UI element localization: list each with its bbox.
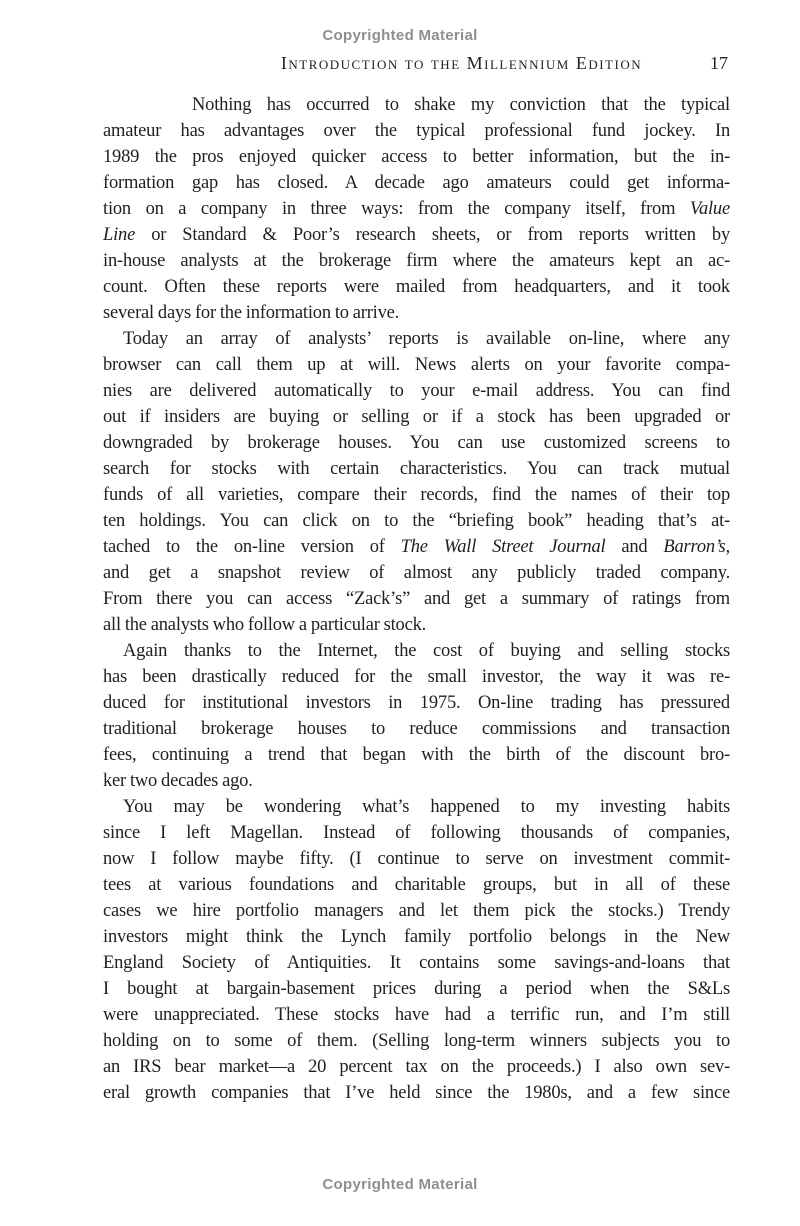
text-line: tached to the on-line version of The Wall Street Journal and Barron’s, (103, 537, 730, 557)
text-line: Nothing has occurred to shake my conviction that the typical (192, 95, 730, 115)
text-line: ker two decades ago. (103, 771, 253, 791)
text-line: tion on a company in three ways: from the company itself, from Value (103, 199, 730, 219)
text-line: several days for the information to arrive. (103, 303, 400, 323)
page-header (103, 53, 730, 74)
text-line: duced for institutional investors in 1975. On-line trading has pressured (103, 693, 730, 713)
text-line: You may be wondering what’s happened to my investing habits (123, 797, 730, 817)
text-line: ten holdings. You can click on to the “briefing book” heading that’s at- (103, 511, 730, 531)
text-line: and get a snapshot review of almost any publicly traded company. (103, 563, 730, 583)
text-line: holding on to some of them. (Selling long-term winners subjects you to (103, 1031, 730, 1051)
copyright-watermark-top: Copyrighted Material (322, 27, 478, 44)
italic-text: Value (689, 199, 730, 219)
text-line: I bought at bargain-basement prices during a period when the S&Ls (103, 979, 730, 999)
text-line: now I follow maybe fifty. (I continue to serve on investment commit- (103, 849, 730, 869)
italic-text: Line (103, 225, 136, 245)
text-line: Line or Standard & Poor’s research sheets, or from reports written by (103, 225, 730, 245)
text-line: search for stocks with certain characteristics. You can track mutual (103, 459, 730, 479)
text-line: an IRS bear market—a 20 percent tax on the proceeds.) I also own sev- (103, 1057, 730, 1077)
running-head-title: Introduction to the Millennium Edition (280, 53, 643, 73)
text-line: fees, continuing a trend that began with the birth of the discount bro- (103, 745, 730, 765)
text-line: out if insiders are buying or selling or if a stock has been upgraded or (103, 407, 730, 427)
page-body (103, 92, 730, 1106)
copyright-watermark-bottom: Copyrighted Material (322, 1176, 478, 1193)
text-line: downgraded by brokerage houses. You can use customized screens to (103, 433, 730, 453)
text-line: were unappreciated. These stocks have had a terrific run, and I’m still (103, 1005, 730, 1025)
text-line: From there you can access “Zack’s” and get a summary of ratings from (103, 589, 730, 609)
text-line: England Society of Antiquities. It contains some savings-and-loans that (103, 953, 730, 973)
text-line: in-house analysts at the brokerage firm where the amateurs kept an ac- (103, 251, 730, 271)
text-line: count. Often these reports were mailed from headquarters, and it took (103, 277, 730, 297)
text-line: tees at various foundations and charitable groups, but in all of these (103, 875, 730, 895)
text-line: investors might think the Lynch family portfolio belongs in the New (103, 927, 730, 947)
italic-text: The Wall Street Journal (400, 537, 606, 557)
text-line: eral growth companies that I’ve held since the 1980s, and a few since (103, 1083, 730, 1103)
text-line: browser can call them up at will. News alerts on your favorite compa- (103, 355, 730, 375)
text-line: amateur has advantages over the typical professional fund jockey. In (103, 121, 730, 141)
text-line: funds of all varieties, compare their records, find the names of their top (103, 485, 730, 505)
text-line: Today an array of analysts’ reports is available on-line, where any (123, 329, 730, 349)
italic-text: Barron’s, (663, 537, 730, 557)
page-number: 17 (710, 53, 728, 73)
text-line: since I left Magellan. Instead of following thousands of companies, (103, 823, 730, 843)
text-line: cases we hire portfolio managers and let them pick the stocks.) Trendy (103, 901, 730, 921)
text-line: formation gap has closed. A decade ago amateurs could get informa- (103, 173, 730, 193)
text-line: Again thanks to the Internet, the cost of buying and selling stocks (123, 641, 730, 661)
text-line: traditional brokerage houses to reduce commissions and transaction (103, 719, 730, 739)
text-line: all the analysts who follow a particular stock. (103, 615, 427, 635)
text-line: 1989 the pros enjoyed quicker access to better information, but the in- (103, 147, 730, 167)
text-line: nies are delivered automatically to your e-mail address. You can find (103, 381, 730, 401)
text-line: has been drastically reduced for the small investor, the way it was re- (103, 667, 730, 687)
